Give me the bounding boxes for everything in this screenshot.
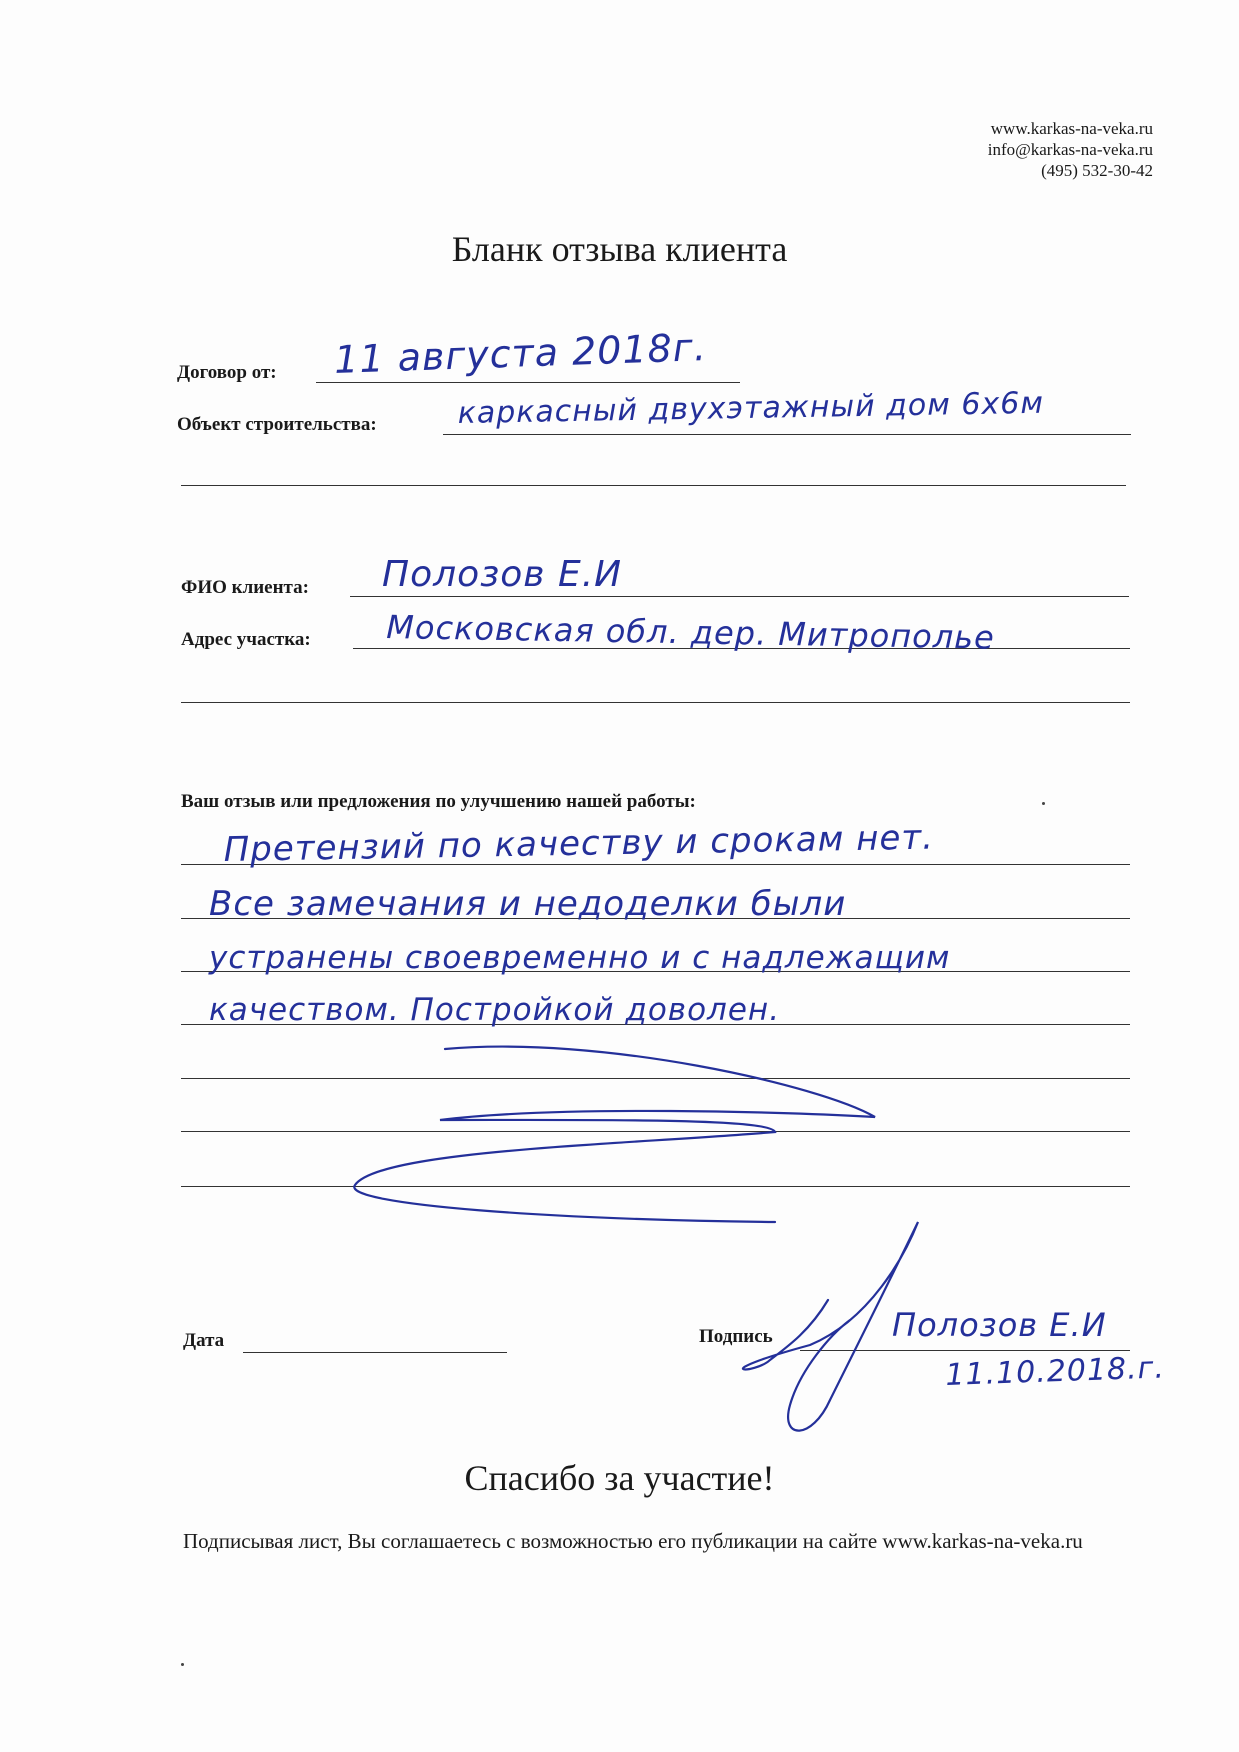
address-label: Адрес участка: <box>181 629 311 650</box>
feedback-crossout-stroke <box>354 1047 875 1222</box>
feedback-text-line-3: устранены своевременно и с надлежащим <box>209 940 951 976</box>
company-email[interactable]: info@karkas-na-veka.ru <box>987 140 1153 159</box>
signature-label: Подпись <box>699 1326 773 1347</box>
form-title: Бланк отзыва клиента <box>451 229 788 269</box>
paper-speck <box>181 1663 184 1666</box>
date-label: Дата <box>183 1330 225 1351</box>
contract-value: 11 августа 2018г. <box>333 325 708 382</box>
feedback-text-line-1: Претензий по качеству и срокам нет. <box>223 817 935 870</box>
object-label: Объект строительства: <box>177 414 377 435</box>
signature-mark-stroke <box>743 1222 918 1431</box>
signature-name: Полозов Е.И <box>892 1306 1107 1344</box>
signature-date: 11.10.2018.г. <box>944 1350 1166 1393</box>
contract-label: Договор от: <box>177 362 277 383</box>
thanks-message: Спасибо за участие! <box>464 1458 775 1498</box>
feedback-text-line-4: качеством. Постройкой доволен. <box>209 992 781 1028</box>
publication-consent-note: Подписывая лист, Вы соглашаетесь с возможностью его публикации на сайте www.karkas-na-veka.ru <box>183 1529 1083 1553</box>
client-label: ФИО клиента: <box>181 577 309 598</box>
feedback-text-line-2: Все замечания и недоделки были <box>209 884 847 924</box>
client-value: Полозов Е.И <box>382 554 623 595</box>
object-value: каркасный двухэтажный дом 6х6м <box>457 385 1045 431</box>
paper-speck <box>1042 802 1045 805</box>
company-phone: (495) 532-30-42 <box>1041 161 1153 180</box>
feedback-label: Ваш отзыв или предложения по улучшению нашей работы: <box>181 791 696 812</box>
company-website[interactable]: www.karkas-na-veka.ru <box>990 119 1153 138</box>
address-value: Московская обл. дер. Митрополье <box>386 608 996 657</box>
